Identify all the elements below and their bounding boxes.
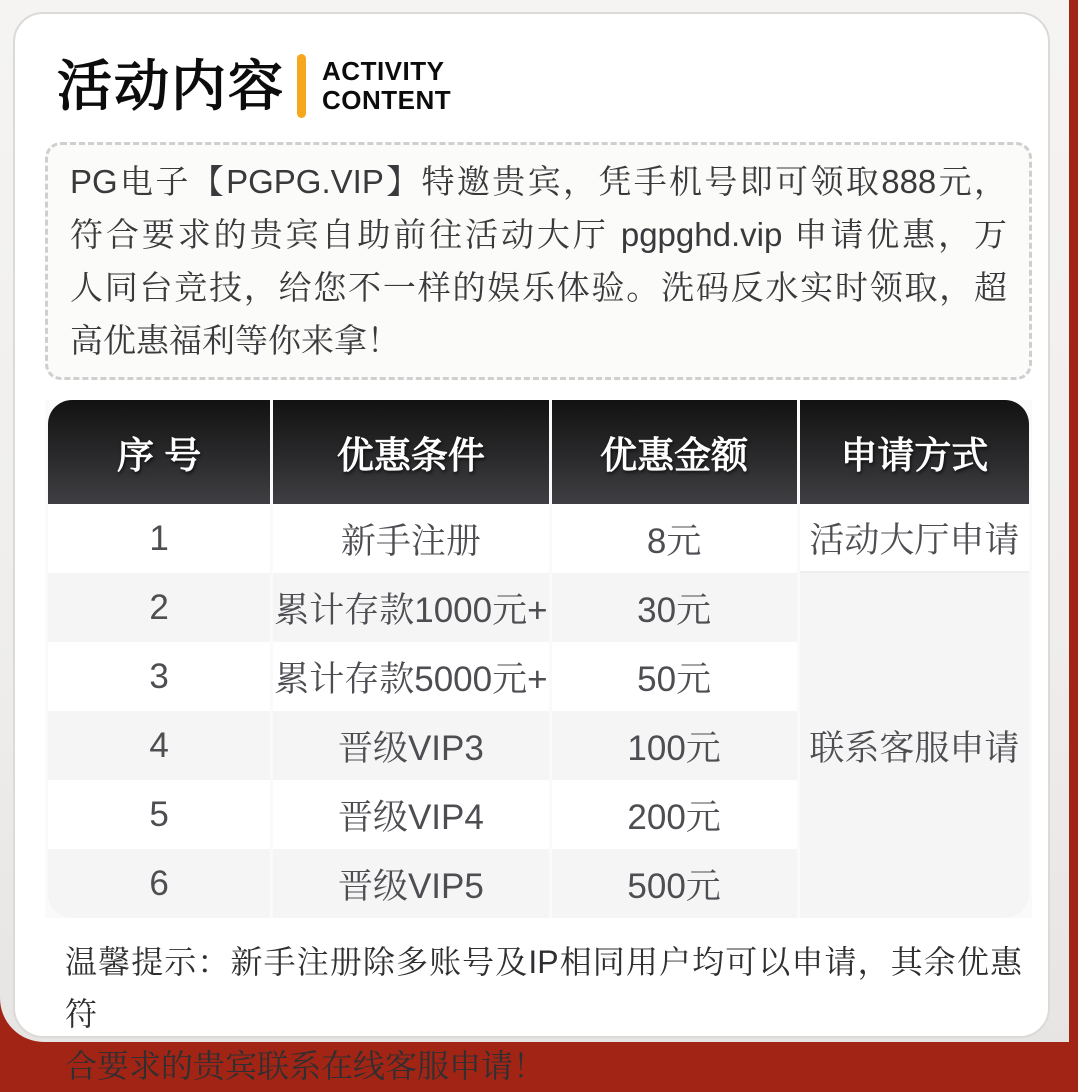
- cell-apply-merged: 联系客服申请: [800, 573, 1029, 918]
- cell-no: 4: [48, 711, 270, 780]
- header-cell-apply: 申请方式: [800, 400, 1029, 504]
- cell-no: 3: [48, 642, 270, 711]
- table-row: [48, 573, 1029, 642]
- note-line: 温馨提示：新手注册除多账号及IP相同用户均可以申请，其余优惠符: [65, 944, 1022, 1032]
- cell-apply-row1: 活动大厅申请: [800, 504, 1029, 573]
- page-header: [57, 50, 1032, 122]
- cell-condition: 累计存款1000元+: [273, 573, 548, 642]
- intro-line: PG电子【PGPG.VIP】特邀贵宾，凭手机号即可领取888元，: [70, 163, 1007, 200]
- intro-box: [45, 142, 1032, 380]
- cell-condition: 晋级VIP4: [273, 780, 548, 849]
- intro-line: 符合要求的贵宾自助前往活动大厅 pgpghd.vip 申请优惠，万: [70, 216, 1007, 253]
- cell-condition: 累计存款5000元+: [273, 642, 548, 711]
- intro-line: 高优惠福利等你来拿！: [70, 322, 400, 359]
- page-title-en: [322, 57, 451, 115]
- cell-amount: 200元: [552, 780, 797, 849]
- cell-condition: 新手注册: [273, 504, 548, 573]
- cell-no: 1: [48, 504, 270, 573]
- header-cell-condition: 优惠条件: [273, 400, 548, 504]
- activity-card: [13, 12, 1050, 1084]
- cell-amount: 30元: [552, 573, 797, 642]
- page-title-en-line2: CONTENT: [322, 85, 452, 115]
- intro-line: 人同台竞技，给您不一样的娱乐体验。洗码反水实时领取，超: [70, 269, 1007, 306]
- header-cell-no: 序 号: [48, 400, 270, 504]
- cell-no: 6: [48, 849, 270, 918]
- cell-condition: 晋级VIP3: [273, 711, 548, 780]
- cell-amount: 100元: [552, 711, 797, 780]
- promo-table: [45, 400, 1032, 918]
- table-header-row: [48, 400, 1029, 504]
- cell-no: 5: [48, 780, 270, 849]
- cell-amount: 8元: [552, 504, 797, 573]
- note-line: 合要求的贵宾联系在线客服申请！: [65, 1048, 546, 1084]
- page-title-en-line1: ACTIVITY: [322, 56, 445, 86]
- cell-amount: 50元: [552, 642, 797, 711]
- cell-amount: 500元: [552, 849, 797, 918]
- header-cell-amount: 优惠金额: [552, 400, 797, 504]
- cell-condition: 晋级VIP5: [273, 849, 548, 918]
- cell-no: 2: [48, 573, 270, 642]
- table-row: [48, 504, 1029, 573]
- page-title-cn: 活动内容: [57, 55, 286, 117]
- footer-note: [65, 936, 1022, 1092]
- accent-bar: [297, 54, 306, 118]
